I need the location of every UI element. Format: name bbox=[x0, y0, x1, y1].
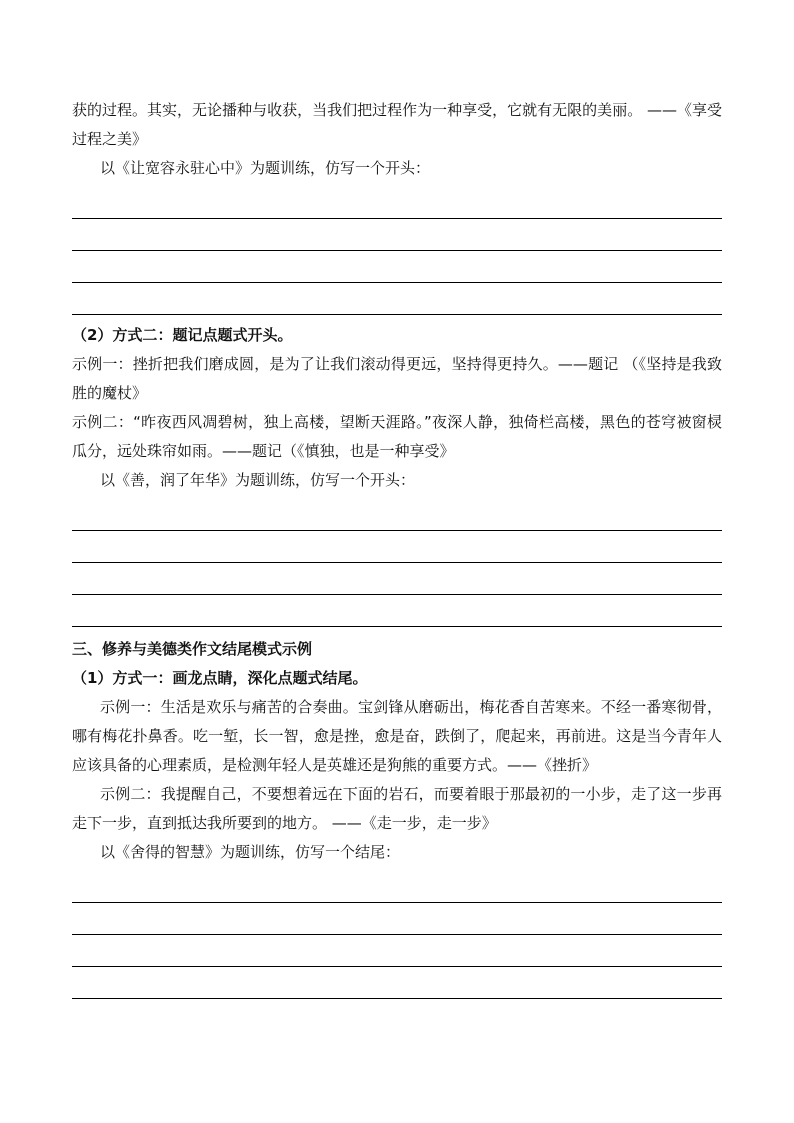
answer-line[interactable] bbox=[72, 563, 722, 595]
answer-lines bbox=[72, 187, 722, 315]
answer-line[interactable] bbox=[72, 595, 722, 627]
answer-lines bbox=[72, 499, 722, 627]
answer-line[interactable] bbox=[72, 935, 722, 967]
continuation-paragraph: 获的过程。其实，无论播种与收获，当我们把过程作为一种享受，它就有无限的美丽。 ——《享受过程之美》 bbox=[72, 101, 722, 148]
section-title: 三、修养与美德类作文结尾模式示例 bbox=[72, 640, 313, 658]
answer-line[interactable] bbox=[72, 531, 722, 563]
answer-line[interactable] bbox=[72, 903, 722, 935]
answer-line[interactable] bbox=[72, 871, 722, 903]
document-page bbox=[72, 96, 722, 1005]
answer-line[interactable] bbox=[72, 499, 722, 531]
answer-line[interactable] bbox=[72, 187, 722, 219]
answer-line[interactable] bbox=[72, 283, 722, 315]
writing-prompt: 以《舍得的智慧》为题训练，仿写一个结尾： bbox=[100, 843, 401, 861]
example-paragraph: 示例一：挫折把我们磨成圆，是为了让我们滚动得更远，坚持得更持久。——题记 （《坚持是我致胜的魔杖》 bbox=[72, 355, 722, 402]
example-paragraph: 示例一：生活是欢乐与痛苦的合奏曲。宝剑锋从磨砺出，梅花香自苦寒来。不经一番寒彻骨，哪有梅花扑鼻香。吃一堑，长一智，愈是挫，愈是奋，跌倒了，爬起来，再前进。这是当今青年人应该具备的心理素质，是检测年轻人是英雄还是狗熊的重要方式。——《挫折》 bbox=[72, 698, 722, 774]
answer-line[interactable] bbox=[72, 219, 722, 251]
writing-prompt: 以《让宽容永驻心中》为题训练，仿写一个开头： bbox=[100, 159, 431, 177]
example-paragraph: 示例二：“昨夜西风凋碧树，独上高楼，望断天涯路。”夜深人静，独倚栏高楼，黑色的苍穹被窗棂瓜分，远处珠帘如雨。——题记（《慎独，也是一种享受》 bbox=[72, 413, 722, 460]
method-heading: （2）方式二：题记点题式开头。 bbox=[72, 326, 293, 344]
writing-prompt: 以《善，润了年华》为题训练，仿写一个开头： bbox=[100, 471, 416, 489]
method-heading: （1）方式一：画龙点睛，深化点题式结尾。 bbox=[72, 669, 368, 687]
answer-lines bbox=[72, 871, 722, 999]
answer-line[interactable] bbox=[72, 967, 722, 999]
answer-line[interactable] bbox=[72, 251, 722, 283]
example-paragraph: 示例二：我提醒自己，不要想着远在下面的岩石，而要着眼于那最初的一小步，走了这一步再走下一步，直到抵达我所要到的地方。 ——《走一步，走一步》 bbox=[72, 785, 722, 832]
